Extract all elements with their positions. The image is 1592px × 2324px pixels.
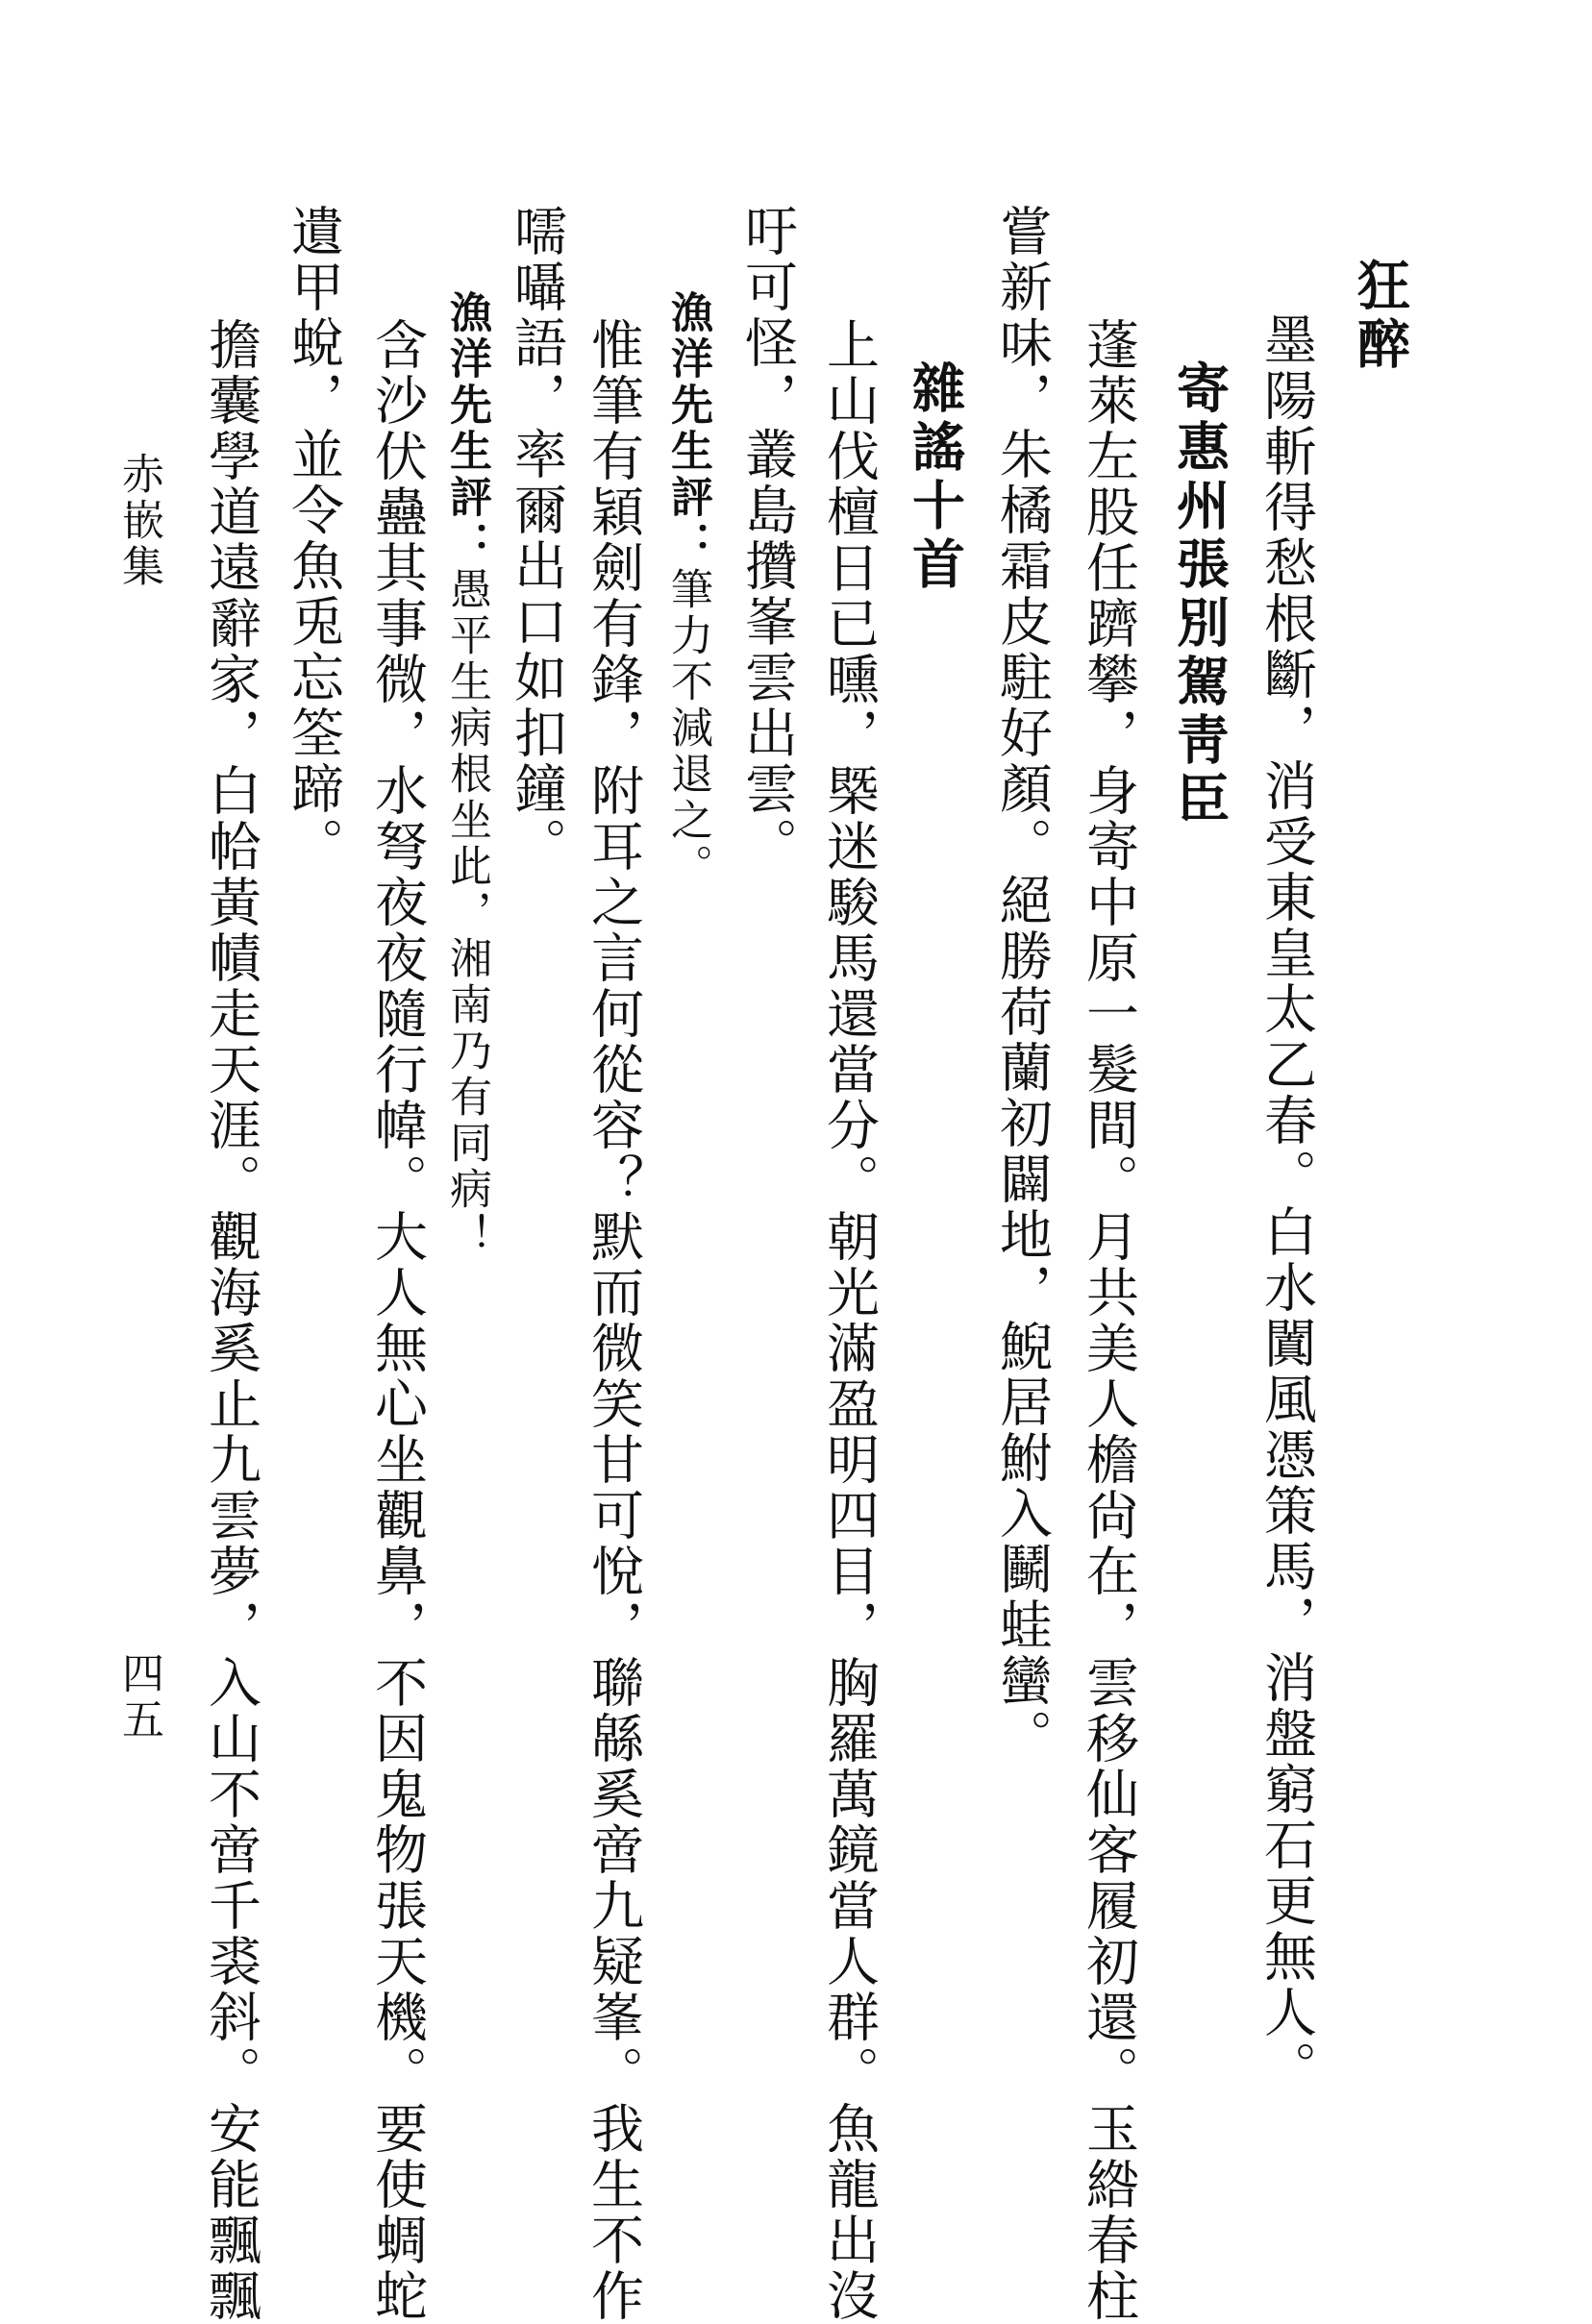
page-number: 四五 bbox=[114, 1651, 163, 1743]
poem-title-zayao: 雜謠十首 bbox=[904, 360, 966, 595]
poem-line: 嚅囁語，率爾出口如扣鐘。 bbox=[506, 204, 567, 873]
poem-line: 遺甲蛻，並令魚兎忘筌蹄。 bbox=[283, 204, 344, 873]
poem-line: 蓬萊左股任躋攀，身寄中原一髮間。月共美人檐尙在，雲移仙客履初還。玉綹春柱 bbox=[1078, 317, 1139, 2324]
poem-line: 吁可怪，叢島攢峯雲出雲。 bbox=[736, 204, 798, 873]
poem-line: 墨陽斬得愁根斷，消受東皇太乙春。白水闐風憑策馬，消盤窮石更無人。 bbox=[1256, 312, 1317, 2096]
poem-title-ji-huizhou: 寄惠州張別駕靑臣 bbox=[1168, 360, 1231, 829]
commentary-label: 漁洋先生評： bbox=[442, 290, 491, 567]
book-title-footer: 赤嵌集 bbox=[114, 452, 163, 590]
commentary bbox=[442, 290, 491, 1259]
poem-line: 惟筆有穎劍有鋒，附耳之言何從容？默而微笑甘可悅，聯緜奚啻九疑峯。我生不作 bbox=[583, 317, 644, 2324]
commentary-label: 漁洋先生評： bbox=[663, 290, 712, 567]
poem-title-kuangzui: 狂醉 bbox=[1349, 258, 1411, 375]
poem-line: 擔囊學道遠辭家，白帢黃幘走天涯。觀海奚止九雲夢，入山不啻千裘斜。安能飄飄 bbox=[200, 317, 261, 2324]
poem-line: 嘗新味，朱橘霜皮駐好顏。絕勝荷蘭初闢地，鯢居鮒入鬭蛙蠻。 bbox=[991, 204, 1053, 1765]
commentary-text: 愚平生病根坐此，湘南乃有同病！ bbox=[442, 567, 491, 1259]
poem-line: 含沙伏蠱其事微，水弩夜夜隨行幃。大人無心坐觀鼻，不因鬼物張天機。要使蜩蛇 bbox=[366, 317, 428, 2324]
commentary bbox=[663, 290, 712, 890]
commentary-text: 筆力不減退之。 bbox=[663, 567, 712, 890]
poem-line: 上山伐檀日已曛，槩迷駿馬還當分。朝光滿盈明四目，胸羅萬鏡當人群。魚龍出沒 bbox=[818, 317, 880, 2324]
